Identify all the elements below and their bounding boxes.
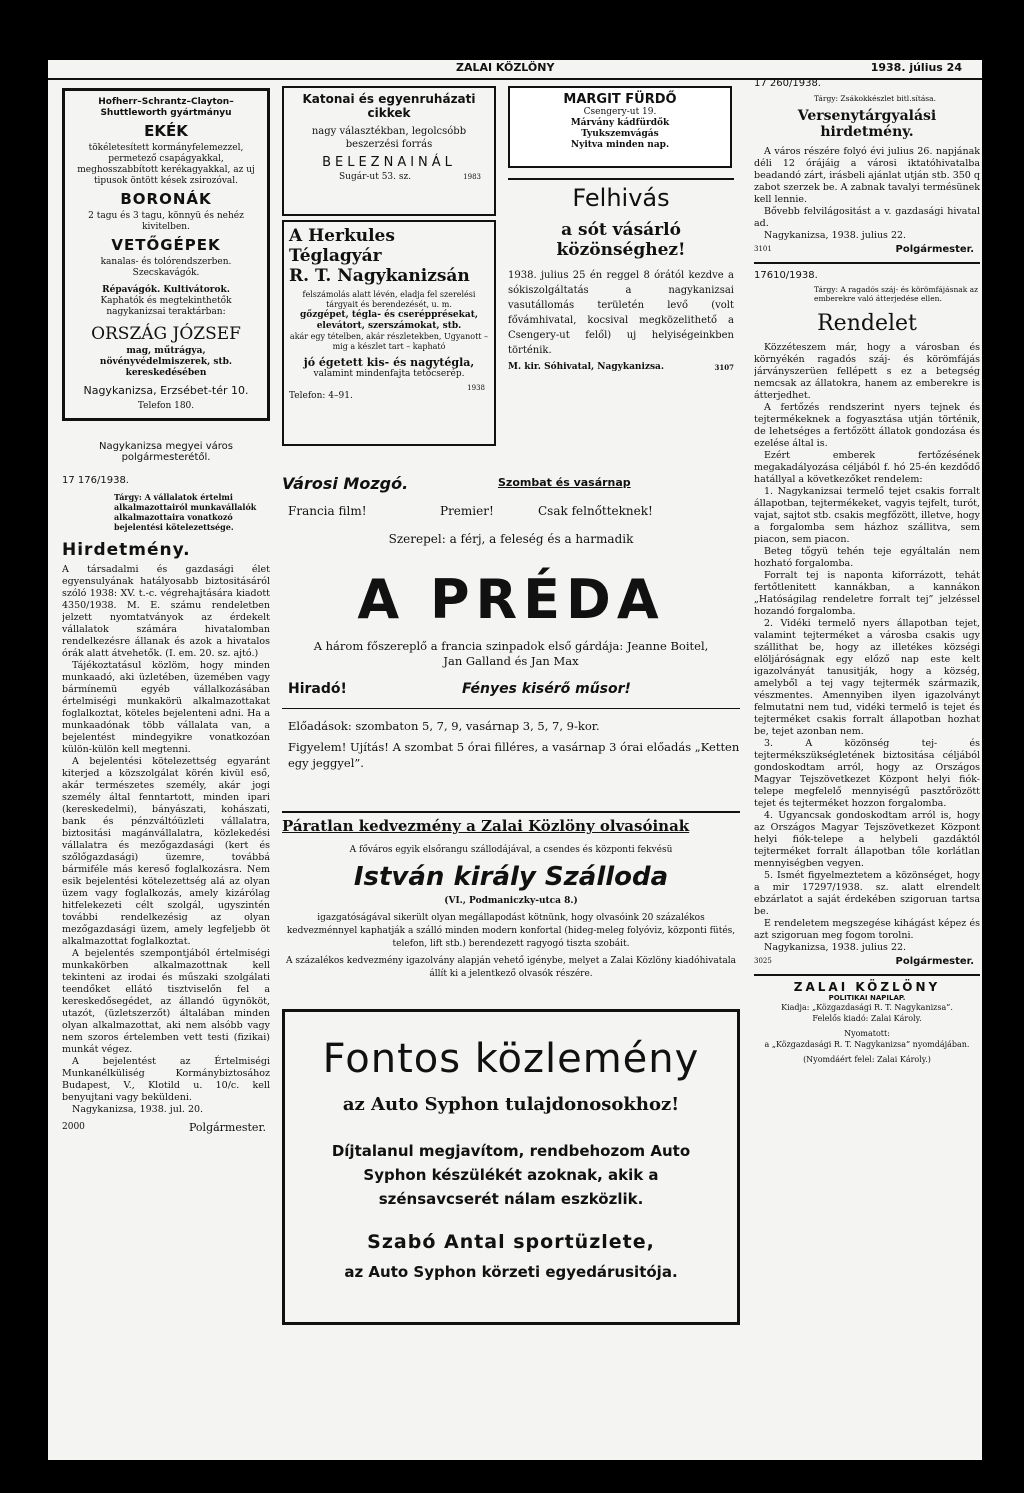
decree-text-7: 2. Vidéki termelő nyers állapotban tejet, valamint tejterméket a városba csakis ugy szállithat be, hogy az illetékes községi elöljáróságnak egy előző nap este kelt igazolványát tanusitják, hogy a község, amelyből a tej vagy tejtermék származik, vészmentes. Amennyiben ilyen igazolványt felmutatni nem tud, vidéki termelő is tejet és tejterméket csakis forralt állapotban hozhat be, tejet azonban nem. xyxy=(754,618,980,737)
page-header xyxy=(48,60,982,80)
ad-text-vetogepek: kanalas- és tolórendszerben. Szecskavágók. xyxy=(100,257,232,278)
fontos-text: Díjtalanul megjavítom, rendbehozom Auto Syphon készülékét azoknak, akik a szénsavcserét nálam eszközlik. xyxy=(331,1142,691,1208)
ad-merchant-goods: mag, műtrágya, növényvédelmiszerek, stb. kereskedésében xyxy=(99,346,233,378)
issue-date: 1938. július 24 xyxy=(870,61,962,74)
tender-signature: Polgármester. xyxy=(895,244,974,255)
notice-footer-number: 2000 xyxy=(62,1122,85,1132)
ad-herkules-text-4: jó égetett kis- és nagytégla, xyxy=(303,356,475,369)
decree-text-1: Közzéteszem már, hogy a városban és környékén ragadós száj- és körömfájás járványszerüen fellépett s ez a betegség nemcsak az állatokra, hanem az emberekre is átterjedhet. xyxy=(754,342,980,401)
decree-signature: Polgármester. xyxy=(895,956,974,967)
szallo-name: István király Szálloda xyxy=(353,862,669,892)
fontos-shop-text: az Auto Syphon körzeti egyedárusitója. xyxy=(344,1263,678,1281)
ad-margit-address: Csengery-ut 19. xyxy=(583,107,657,117)
ad-margit-text-3: Nyitva minden nap. xyxy=(570,140,670,150)
ad-katonai-address: Sugár-ut 53. sz. xyxy=(339,172,412,182)
tender-place-date: Nagykanizsa, 1938. julius 22. xyxy=(764,230,907,241)
felhivas-number: 3107 xyxy=(714,363,734,372)
decree-text-6: Forralt tej is naponta kiforrázott, tehát fertőtlenitett kannákban, a kannákon „Hatóságilag rendeletre forralt tej” jelzéssel hozandó forgalomba. xyxy=(754,570,980,617)
ad-katonai-heading: Katonai és egyenruházati cikkek xyxy=(302,92,476,120)
mozgo-header xyxy=(282,474,740,498)
ad-varosi-mozgo xyxy=(282,474,740,771)
felhivas-footer xyxy=(508,362,734,373)
column-middle xyxy=(282,86,740,1458)
felhivas-text: 1938. julius 25 én reggel 8 órától kezdve a sókiszolgáltatás a nagykanizsai vasutállomás területén levő (volt fővámhivatal, kocsival megközelithető a Csengery-ut felől) uj helyiségeinkben történik. xyxy=(508,270,734,356)
imprint-editor: Felelős kiadó: Zalai Károly. xyxy=(812,1014,922,1023)
mozgo-note: Figyelem! Ujítás! A szombat 5 órai filléres, a vasárnap 3 órai előadás „Ketten egy jeggyel”. xyxy=(288,740,740,770)
decree-text-4: 1. Nagykanizsai termelő tejet csakis forralt állapotban, tejtermékeket, vagyis tejfelt, turót, vajat, sajtot stb. csakis megfőzött, illetve, hogy a forgalomba sem házhoz szállitva, sem piacon, sem piacon. xyxy=(754,486,980,545)
notice-paragraph-4: A bejelentés szempontjából értelmiségi munkakörben alkalmazottnak kell tekinteni az irodai és műszaki szolgálati teendőket ellátó tisztviselőn fel a kereskedősegédet, az állandó ügynököt, utazót, (üzletszerzőt) általában minden olyan alkalmazottat, aki nem alsóbb vagy nem szoros értelemben vett testi (fizikai) munkát végez. xyxy=(62,948,270,1055)
ad-text-kaphatok: Kaphatók és megtekinthetők nagykanizsai teraktárban: xyxy=(100,296,232,317)
tender-number: 17 260/1938. xyxy=(754,78,821,89)
imprint-press: a „Közgazdasági R. T. Nagykanizsa” nyomdájában. xyxy=(764,1040,970,1049)
ad-fontos-kozlemeny xyxy=(282,1009,740,1325)
mozgo-film-tag: Francia film! xyxy=(288,504,367,518)
ad-phone: Telefon 180. xyxy=(137,401,195,411)
ad-brands: Hofherr–Schrantz–Clayton–Shuttleworth gyártmányu xyxy=(98,97,234,118)
fontos-subheading: az Auto Syphon tulajdonosokhoz! xyxy=(342,1094,680,1115)
decree-text-9: 4. Ugyancsak gondoskodtam arról is, hogy az Országos Magyar Tejszövetkezet Központ helyi fiók-telepe a helybeli gazdáktól tejterméket forralt állapotban tőle korlátlan mennyiségben vegyen. xyxy=(754,810,980,869)
notice-issuer: Nagykanizsa megyei város polgármesterétől. xyxy=(98,441,234,463)
notice-title: Hirdetmény. xyxy=(62,540,191,560)
decree-place-date: Nagykanizsa, 1938. julius 22. xyxy=(764,942,907,953)
ad-katonai-text: nagy választékban, legolcsóbb beszerzési forrás xyxy=(311,126,467,150)
notice-subject: Tárgy: A vállalatok értelmi alkalmazottairól munkavállalók alkalmazottaira vonatkozó bejelentési kötelezettsége. xyxy=(114,492,257,532)
decree-text-10: 5. Ismét figyelmeztetem a közönséget, hogy a mir 17297/1938. sz. alatt elrendelt ebzárlatot a saját érdekében szigoruan tartsa be. xyxy=(754,870,980,917)
mozgo-kisero: Fényes kisérő műsor! xyxy=(462,681,631,697)
ad-merchant-name: ORSZÁG JÓZSEF xyxy=(91,324,241,344)
tender-title: Versenytárgyalási hirdetmény. xyxy=(797,108,937,140)
szallo-text-3: A százalékos kedvezmény igazolvány alapján vehető igénybe, melyet a Zalai Közlöny kiadóhivatala állít ki a jelentkező olvasók részére. xyxy=(286,956,736,979)
mozgo-hirado: Hiradó! xyxy=(288,681,347,697)
tender-footer xyxy=(754,244,980,258)
ad-herkules-text-5: valamint mindenfajta tetőcserép. xyxy=(313,369,465,379)
ad-text-boronak: 2 tagu és 3 tagu, könnyü és nehéz kivitelben. xyxy=(88,211,244,232)
notice-number: 17 176/1938. xyxy=(62,475,129,486)
ad-herkules-footer xyxy=(289,383,489,401)
felhivas-signature: M. kir. Sóhivatal, Nagykanizsa. xyxy=(508,362,665,372)
ad-katonai-name: BELEZNAINÁL xyxy=(322,155,456,170)
decree-text-3: Ezért emberek fertőzésének megakadályozása céljából f. hó 25-én kezdődő hatállyal a következőket rendelem: xyxy=(754,450,980,485)
mozgo-adult-tag: Csak felnőtteknek! xyxy=(538,504,653,518)
masthead-title: ZALAI KÖZLÖNY xyxy=(456,61,555,74)
ad-istvan-kiraly-szallo xyxy=(282,811,740,981)
notice-paragraph-2: Tájékoztatásul közlöm, hogy minden munkaadó, aki üzletében, üzemében vagy bármínemü egyéb vállalkozásában értelmiségi munkakörü alkalmazottakat foglalkoztat, köteles bejelenteni adni. Ha a munkaadónak több vállalata van, a bejelentést mindegyikre vonatkozóan külön-külön kell megtenni. xyxy=(62,660,270,755)
decree-footer-number: 3025 xyxy=(754,957,772,965)
newspaper-page xyxy=(48,60,982,1460)
mozgo-times: Előadások: szombaton 5, 7, 9, vasárnap 3, 5, 7, 9-kor. xyxy=(288,719,600,733)
tender-text-2: Bővebb felvilágositást a v. gazdasági hivatal ad. xyxy=(754,206,980,229)
mozgo-premier-tag: Premier! xyxy=(440,504,494,518)
decree-text-5: Beteg tőgyü tehén teje egyáltalán nem hozható forgalomba. xyxy=(754,546,980,569)
mozgo-extras xyxy=(282,681,740,705)
column-right xyxy=(754,78,980,1458)
mozgo-description: A három főszereplő a francia szinpadok első gárdája: Jeanne Boitel, Jan Galland és Jan Max xyxy=(313,639,709,668)
imprint-publisher: Kiadja: „Közgazdasági R. T. Nagykanizsa”. xyxy=(781,1003,953,1012)
decree-subject: Tárgy: A ragadós száj- és körömfájásnak az emberekre való átterjedése ellen. xyxy=(814,285,979,303)
column-left xyxy=(62,88,270,1460)
decree-title: Rendelet xyxy=(817,311,917,336)
divider xyxy=(282,708,740,709)
ad-text-ekek: tökéletesített kormányfelemezzel, permetező csapágyakkal, meghosszabbított kerékagyakkal, az uj tipusok öntött kések zsirozóval. xyxy=(77,143,255,186)
ad-margit-text-1: Márvány kádfürdők xyxy=(570,118,670,128)
ad-herkules-phone: Telefon: 4–91. xyxy=(289,391,353,401)
ad-margit-heading: MARGIT FÜRDŐ xyxy=(563,92,677,107)
mozgo-heading: Városi Mozgó. xyxy=(282,474,409,493)
notice-place-date: Nagykanizsa, 1938. jul. 20. xyxy=(72,1104,204,1115)
notice-paragraph-5: A bejelentést az Értelmiségi Munkanélküliség Kormánybiztosához Budapest, V., Klotild u. 10/c. kell benyujtani vagy beküldeni. xyxy=(62,1056,270,1103)
fontos-shop-name: Szabó Antal sportüzlete, xyxy=(367,1231,655,1253)
felhivas-heading: Felhivás xyxy=(572,184,670,212)
ad-heading-boronak: BORONÁK xyxy=(120,190,212,208)
szallo-text-1: A főváros egyik elsőrangu szállodájával, a csendes és központi fekvésü xyxy=(349,845,673,855)
fontos-heading: Fontos közlemény xyxy=(322,1036,700,1082)
imprint-printed: Nyomatott: xyxy=(844,1029,890,1038)
divider xyxy=(754,262,980,264)
notice-felhivas xyxy=(508,174,734,464)
tender-footer-number: 3101 xyxy=(754,245,772,253)
decree-text-2: A fertőzés rendszerint nyers tejnek és tejtermékeknek a fogyasztása utján történik, de lehetséges a fertőzött állatok gondozása és ezelése által is. xyxy=(754,402,980,449)
imprint-responsible: (Nyomdáért felel: Zalai Károly.) xyxy=(803,1055,931,1064)
ad-heading-vetogepek: VETŐGÉPEK xyxy=(111,236,221,254)
ad-herkules-text-1: felszámolás alatt lévén, eladja fel szerelési tárgyait és berendezését, u. m. xyxy=(302,290,476,309)
mozgo-cast: Szerepel: a férj, a feleség és a harmadik xyxy=(388,532,634,546)
notice-paragraph-1: A társadalmi és gazdasági élet egyensulyának hatályosabb biztositásáról szóló 1938: XV. t.-c. végrehajtására kiadott 4350/1938. M. E. számu rendeletben jelzett nyomtatványok az érdekelt vállalatok számára hivatalomban rendelkezésre állanak és azok a hivatalos órák alatt átvehetők. (I. em. 20. sz. ajtó.) xyxy=(62,564,270,659)
top-ads-area xyxy=(282,86,740,506)
ad-herkules-number: 1938 xyxy=(467,384,485,392)
szallo-address: (VI., Podmaniczky-utca 8.) xyxy=(444,896,578,906)
ad-ország-józsef xyxy=(62,88,270,421)
divider xyxy=(754,974,980,976)
mozgo-film-title: A PRÉDA xyxy=(357,568,665,631)
ad-address: Nagykanizsa, Erzsébet-tér 10. xyxy=(83,384,249,397)
tender-text-1: A város részére folyó évi julius 26. napjának déli 12 órájáig a városi iktatóhivatalba beadandó zárt, irásbeli ajánlat utján stb. 350 q zabot szerzek be. A zabnak tavalyi termésünek kell lennie. xyxy=(754,146,980,205)
ad-herkules-text-3: akár egy tételben, akár részletekben, Ugyanott – mig a készlet tart – kapható xyxy=(289,332,489,351)
ad-katonai-footer xyxy=(289,172,489,184)
divider xyxy=(508,178,734,180)
notice-signature: Polgármester. xyxy=(188,1121,266,1134)
mozgo-tags xyxy=(282,504,740,524)
ad-herkules-text-2: gőzgépet, tégla- és cserépprésekat, elevátort, szerszámokat, stb. xyxy=(299,310,479,331)
notice-paragraph-3: A bejelentési kötelezettség egyaránt kiterjed a közszolgálat körén kivül eső, akár természetes személy, akár jogi személy által fenntartott, minden ipari (kereskedelmi), bányászati, kohászati, bank és pénzváltóüzleti vállalatra, biztositási magánvállalatra, közlekedési vállalatra és mezőgazdasági (kert és szőlőgazdasági) üzemre, továbbá bármiféle más kereső foglalkozásra. Nem esik bejelentési kötelezettség alá az olyan üzem vagy foglalkozás, amely kizárólag hitfelekezeti célt szolgál, ugyszintén további rendelkezésig az olyan mezőgazdasági üzem, amely legfeljebb öt alkalmazottat foglalkoztat. xyxy=(62,756,270,947)
ad-katonai xyxy=(282,86,496,216)
felhivas-subheading: a sót vásárló közönséghez! xyxy=(556,220,686,260)
ad-margit-furdo xyxy=(508,86,732,168)
mozgo-days: Szombat és vasárnap xyxy=(498,476,631,489)
szallo-heading: Páratlan kedvezmény a Zalai Közlöny olvasóinak xyxy=(282,817,690,835)
ad-katonai-number: 1983 xyxy=(463,173,481,181)
notice-footer xyxy=(62,1122,270,1136)
imprint-subtitle: POLITIKAI NAPILAP. xyxy=(828,994,906,1002)
decree-text-11: E rendeletem megszegése kihágást képez és azt szigoruan meg fogom torolni. xyxy=(754,918,980,941)
ad-text-repavagok: Répavágók. Kultivátorok. xyxy=(102,285,230,295)
ad-herkules-heading-2: R. T. Nagykanizsán xyxy=(289,266,470,286)
ad-herkules xyxy=(282,220,496,446)
decree-text-8: 3. A közönség tej- és tejtermékszükségletének biztositása céljából gondoskodtam arról, hogy az Országos Magyar Tejszövetkezet Központ helyi fiók-telepe megfelelő mennyiségű pasztőrözött tejet és tejterméket hozzon forgalomba. xyxy=(754,738,980,809)
szallo-text-2: igazgatóságával sikerült olyan megállapodást kötnünk, hogy olvasóink 20 százalékos kedvezménnyel kaphatják a szálló minden modern konfortal (hideg-meleg folyóviz, központi fütés, telefon, lift stb.) berendezett ragyogó tiszta szobáit. xyxy=(286,913,736,949)
decree-footer xyxy=(754,956,980,970)
decree-number: 17610/1938. xyxy=(754,270,818,281)
tender-subject: Tárgy: Zsákokkészlet bitl.sítása. xyxy=(814,94,937,103)
ad-heading-ekek: EKÉK xyxy=(144,122,188,140)
imprint xyxy=(754,980,980,1065)
ad-margit-text-2: Tyukszemvágás xyxy=(581,129,659,139)
imprint-title: ZALAI KÖZLÖNY xyxy=(793,980,941,994)
ad-herkules-heading-1: A Herkules Téglagyár xyxy=(289,226,395,266)
